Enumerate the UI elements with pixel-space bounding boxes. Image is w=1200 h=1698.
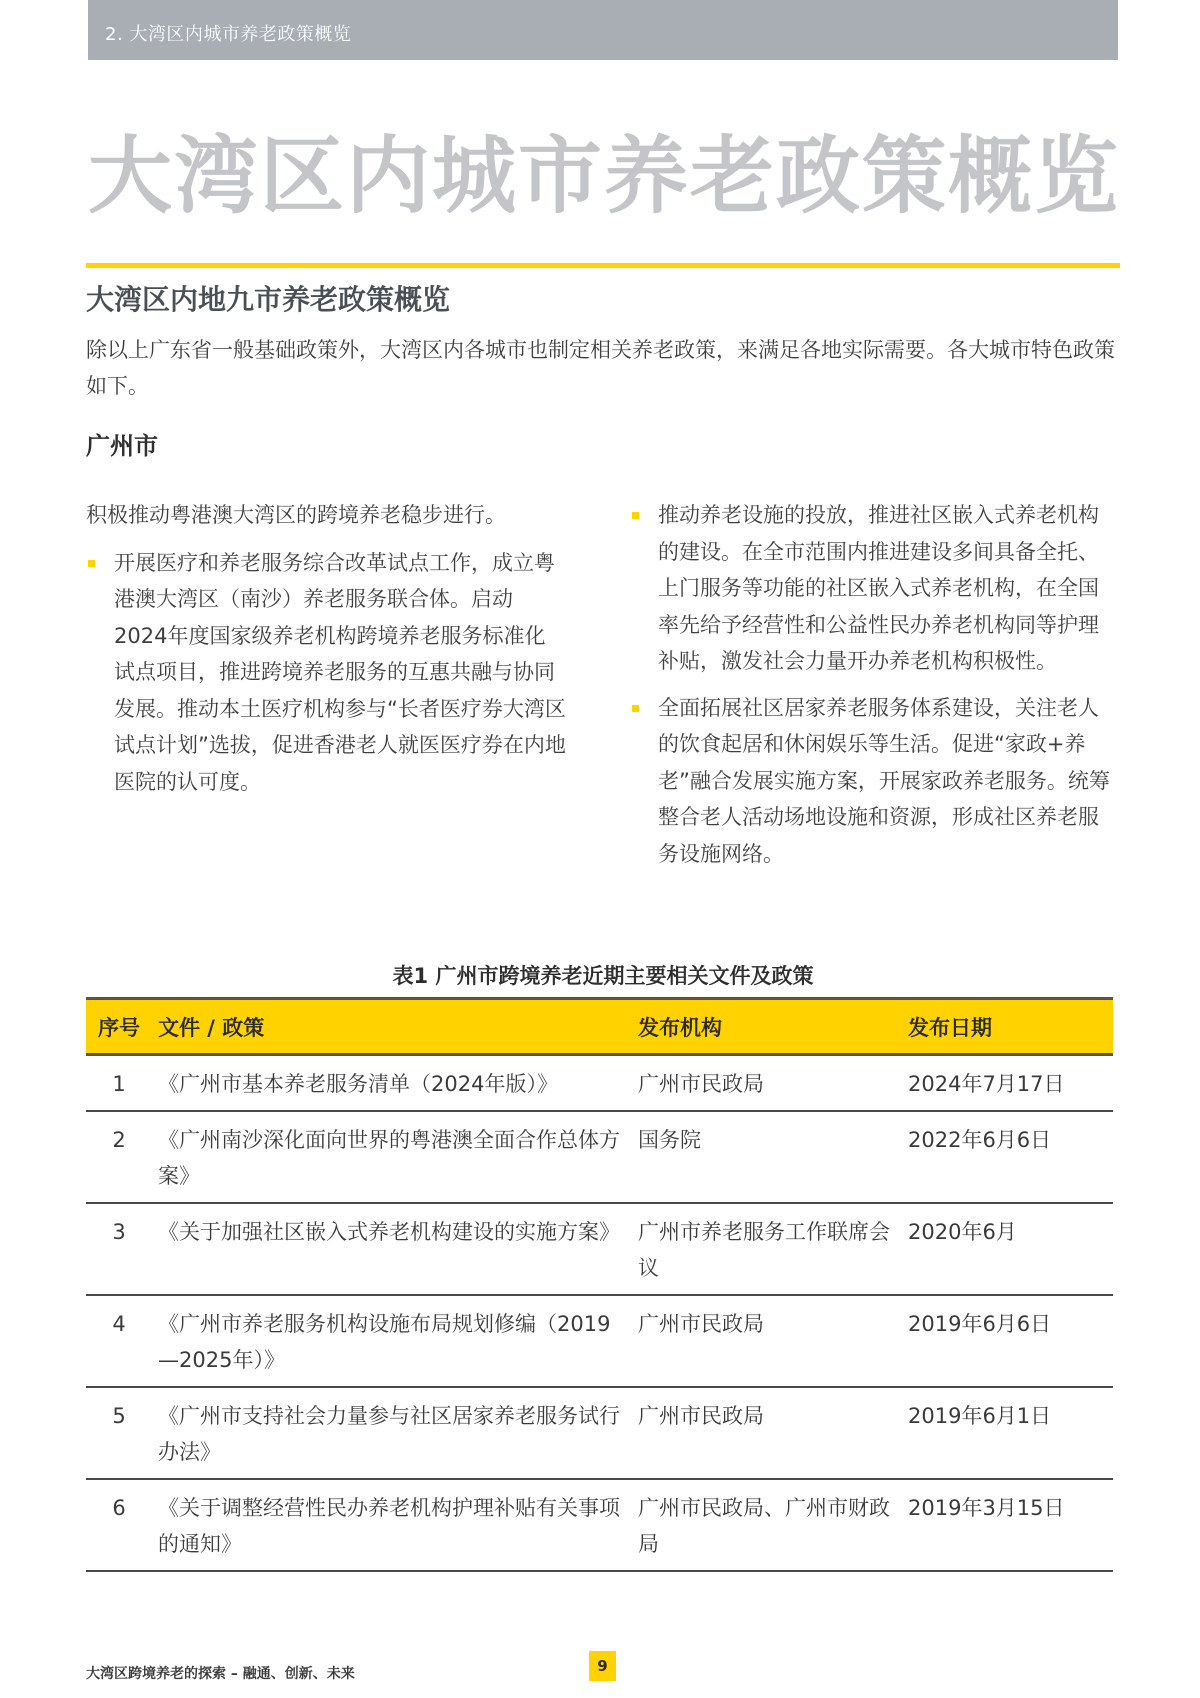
page-title: 大湾区内城市养老政策概览 [88,127,1121,225]
row-document: 《关于调整经营性民办养老机构护理补贴有关事项的通知》 [152,1479,632,1571]
bullet-item [86,545,566,801]
column-header-no: 序号 [86,999,152,1055]
row-issuer: 广州市民政局 [632,1387,902,1479]
section-label: 2. 大湾区内城市养老政策概览 [105,24,352,45]
policy-table [86,997,1113,1572]
column-header-document: 文件 / 政策 [152,999,632,1055]
row-date: 2019年6月1日 [902,1387,1113,1479]
row-number: 5 [86,1387,152,1479]
table-row [86,1295,1113,1387]
table-header-row [86,999,1113,1055]
row-number: 2 [86,1111,152,1203]
row-document: 《关于加强社区嵌入式养老机构建设的实施方案》 [152,1203,632,1295]
row-document: 《广州南沙深化面向世界的粤港澳全面合作总体方案》 [152,1111,632,1203]
bullet-item [630,497,1110,680]
bullet-text: 全面拓展社区居家养老服务体系建设，关注老人的饮食起居和休闲娱乐等生活。促进“家政+养老”融合发展实施方案，开展家政养老服务。统筹整合老人活动场地设施和资源，形成社区养老服务设施网络。 [658,695,1110,866]
bullet-text: 开展医疗和养老服务综合改革试点工作，成立粤港澳大湾区（南沙）养老服务联合体。启动2024年度国家级养老机构跨境养老服务标准化试点项目，推进跨境养老服务的互惠共融与协同发展。推动本土医疗机构参与“长者医疗券大湾区试点计划”选拔，促进香港老人就医医疗券在内地医院的认可度。 [114,550,566,794]
footer-publication-title: 大湾区跨境养老的探索 – 融通、创新、未来 [86,1666,355,1682]
section-banner [88,0,1118,60]
divider-rule [86,263,1120,268]
row-number: 4 [86,1295,152,1387]
table-row [86,1111,1113,1203]
bullet-text: 推动养老设施的投放，推进社区嵌入式养老机构的建设。在全市范围内推进建设多间具备全托、上门服务等功能的社区嵌入式养老机构，在全国率先给予经营性和公益性民办养老机构同等护理补贴，激发社会力量开办养老机构积极性。 [658,503,1099,673]
row-issuer: 广州市民政局、广州市财政局 [632,1479,902,1571]
table-caption: 表1 广州市跨境养老近期主要相关文件及政策 [392,964,814,988]
row-document: 《广州市基本养老服务清单（2024年版）》 [152,1055,632,1112]
bullet-item [630,690,1110,873]
table-row [86,1479,1113,1571]
left-column [86,497,566,810]
table-row [86,1387,1113,1479]
row-issuer: 广州市民政局 [632,1055,902,1112]
row-document: 《广州市支持社会力量参与社区居家养老服务试行办法》 [152,1387,632,1479]
row-document: 《广州市养老服务机构设施布局规划修编（2019—2025年）》 [152,1295,632,1387]
bullet-square-icon [632,705,639,712]
right-column [630,497,1110,882]
row-date: 2019年3月15日 [902,1479,1113,1571]
row-date: 2019年6月6日 [902,1295,1113,1387]
row-number: 6 [86,1479,152,1571]
row-number: 1 [86,1055,152,1112]
row-issuer: 国务院 [632,1111,902,1203]
lead-paragraph: 积极推动粤港澳大湾区的跨境养老稳步进行。 [86,503,506,527]
row-issuer: 广州市养老服务工作联席会议 [632,1203,902,1295]
bullet-square-icon [88,560,95,567]
bullet-square-icon [632,512,639,519]
column-header-issuer: 发布机构 [632,999,902,1055]
column-header-date: 发布日期 [902,999,1113,1055]
table-row [86,1055,1113,1112]
section-sub-heading: 大湾区内地九市养老政策概览 [86,283,451,316]
table-row [86,1203,1113,1295]
row-date: 2024年7月17日 [902,1055,1113,1112]
row-date: 2022年6月6日 [902,1111,1113,1203]
row-issuer: 广州市民政局 [632,1295,902,1387]
page-number-badge: 9 [589,1651,616,1681]
row-date: 2020年6月 [902,1203,1113,1295]
intro-paragraph: 除以上广东省一般基础政策外，大湾区内各城市也制定相关养老政策，来满足各地实际需要。各大城市特色政策如下。 [86,338,1115,398]
city-heading: 广州市 [86,432,158,460]
row-number: 3 [86,1203,152,1295]
